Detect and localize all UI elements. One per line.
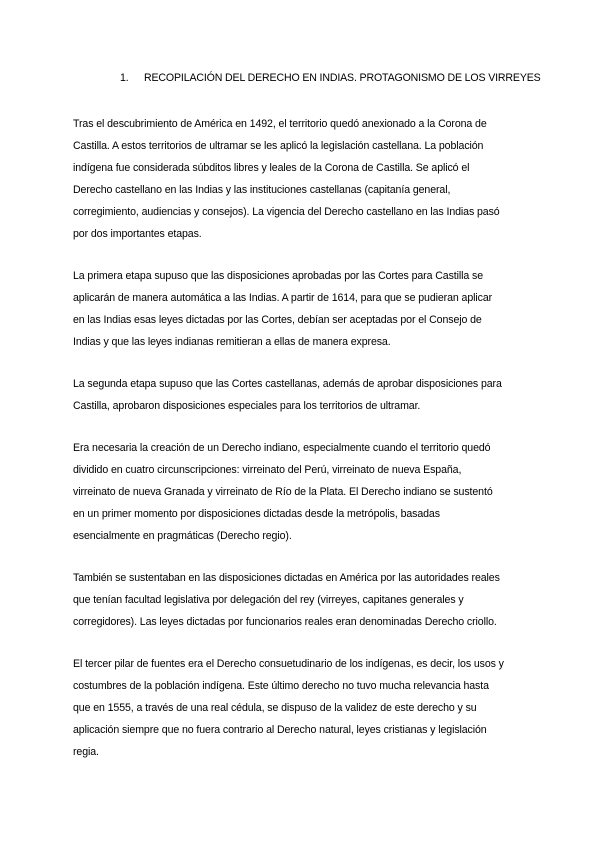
text-line: en un primer momento por disposiciones dictadas desde la metrópolis, basadas	[73, 508, 440, 520]
text-line: Castilla. A estos territorios de ultramar se les aplicó la legislación castellana. La población	[73, 140, 484, 152]
text-line: virreinato de nueva Granada y virreinato de Río de la Plata. El Derecho indiano se sustentó	[73, 486, 493, 498]
text-line: El tercer pilar de fuentes era el Derecho consuetudinario de los indígenas, es decir, los usos y	[73, 658, 504, 670]
paragraph-2	[73, 265, 535, 353]
text-line: Indias y que las leyes indianas remitieran a ellas de manera expresa.	[73, 336, 391, 348]
text-line: corregimiento, audiencias y consejos). La vigencia del Derecho castellano en las Indias pasó	[73, 206, 500, 218]
text-line: aplicación siempre que no fuera contrario al Derecho natural, leyes cristianas y legislación	[73, 724, 487, 736]
section-number: 1.	[120, 72, 129, 84]
text-line: que tenían facultad legislativa por delegación del rey (virreyes, capitanes generales y	[73, 594, 464, 606]
section-heading	[120, 71, 541, 85]
section-title: RECOPILACIÓN DEL DERECHO EN INDIAS. PROTAGONISMO DE LOS VIRREYES	[144, 72, 541, 84]
paragraph-1	[73, 113, 535, 245]
text-line: regia.	[73, 746, 99, 758]
text-line: Castilla, aprobaron disposiciones especiales para los territorios de ultramar.	[73, 400, 421, 412]
text-line: Derecho castellano en las Indias y las instituciones castellanas (capitanía general,	[73, 184, 451, 196]
text-line: indígena fue considerada súbditos libres y leales de la Corona de Castilla. Se aplicó el	[73, 162, 470, 174]
text-line: por dos importantes etapas.	[73, 228, 202, 240]
text-line: Tras el descubrimiento de América en 1492, el territorio quedó anexionado a la Corona de	[73, 118, 487, 130]
text-line: También se sustentaban en las disposiciones dictadas en América por las autoridades reales	[73, 572, 500, 584]
text-line: dividido en cuatro circunscripciones: virreinato del Perú, virreinato de nueva España,	[73, 464, 462, 476]
paragraph-4	[73, 437, 535, 547]
paragraph-5	[73, 567, 535, 633]
text-line: en las Indias esas leyes dictadas por las Cortes, debían ser aceptadas por el Consejo de	[73, 314, 482, 326]
paragraph-3	[73, 373, 535, 417]
text-line: costumbres de la población indígena. Este último derecho no tuvo mucha relevancia hasta	[73, 680, 489, 692]
text-line: corregidores). Las leyes dictadas por funcionarios reales eran denominadas Derecho criollo.	[73, 616, 497, 628]
text-line: La primera etapa supuso que las disposiciones aprobadas por las Cortes para Castilla se	[73, 270, 483, 282]
text-line: La segunda etapa supuso que las Cortes castellanas, además de aprobar disposiciones para	[73, 378, 502, 390]
document-body	[73, 113, 535, 783]
text-line: Era necesaria la creación de un Derecho indiano, especialmente cuando el territorio quedó	[73, 442, 491, 454]
text-line: que en 1555, a través de una real cédula, se dispuso de la validez de este derecho y su	[73, 702, 477, 714]
text-line: aplicarán de manera automática a las Indias. A partir de 1614, para que se pudieran aplicar	[73, 292, 493, 304]
text-line: esencialmente en pragmáticas (Derecho regio).	[73, 530, 292, 542]
paragraph-6	[73, 653, 535, 763]
